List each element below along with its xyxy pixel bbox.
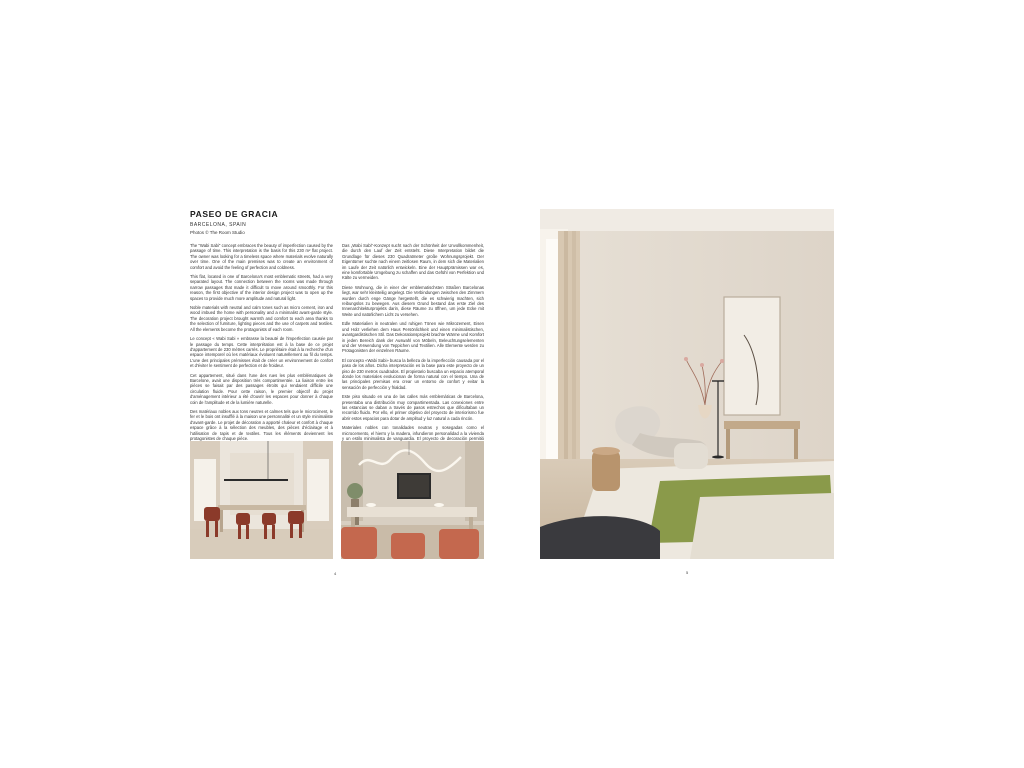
article-title: PASEO DE GRACIA bbox=[190, 209, 279, 219]
paragraph-de-1: Das „Wabi Sabi"-Konzept sucht nach der Schönheit der Unvollkommenheit, die durch den Lauf der Zeit entsteht. Diese Interpretation bildet die Grundlage für dieses 230 Quadratmeter große Wohnungsprojekt. Der Eigentümer suchte nach einem zeitlosen Raum, in dem sich die Materialien im Laufe der Zeit natürlich entwickeln. Eine der Hauptprämissen war es, eine komfortable Umgebung zu schaffen und das Gefühl von Perfektion und Kälte zu vermeiden. bbox=[342, 243, 484, 281]
page-number-left: 4 bbox=[334, 571, 337, 576]
left-page bbox=[186, 205, 486, 585]
dining-room-illustration-1 bbox=[190, 441, 333, 559]
paragraph-es-1: El concepto «Wabi Sabi» busca la belleza de la imperfección causada por el paso de los años. Dicha interpretación es la base para este proyecto de un piso de 230 metros cuadrados. El propietario buscaba un espacio atemporal donde los materiales evolucionan de forma natural con el tiempo. Una de las principales premisas era crear un entorno de confort y evitar la sensación de perfección y frialdad. bbox=[342, 357, 484, 390]
paragraph-en-2: This flat, located in one of Barcelona's most emblematic streets, had a very separated layout. The connection between the rooms was made through narrow passages that made it difficult to move around smoothly. For this reason, the first objective of the interior design project was to open up the spaces to provide much more amplitude and natural light. bbox=[190, 274, 333, 301]
living-room-photo bbox=[540, 209, 834, 559]
paragraph-es-2: Este piso situado en una de las calles más emblemáticas de Barcelona, presentaba una distribución muy compartimentada. Las conexiones entre las estancias se daban a través de pasos estrechos que dificultaban un recorrido fluido. Por ello, el primer objetivo del proyecto de interiorismo fue abrir estos espacios para dotar de amplitud y luz natural a cada rincón. bbox=[342, 394, 484, 421]
page-number-right: 5 bbox=[686, 570, 689, 575]
dining-room-illustration-2 bbox=[341, 441, 484, 559]
paragraph-es-3: Materiales nobles con tonalidades neutras y sosegadas como el microcemento, el hierro y la madera, infundieron personalidad a la vivienda y un estilo minimalista de vanguardia. El proyecto de decoración permitió bbox=[342, 425, 484, 441]
paragraph-en-3: Noble materials with neutral and calm tones such as micro cement, iron and wood imbued the home with personality and a minimalist avant-garde style. The decoration project brought warmth and comfort to each area thanks to the selection of furniture, lighting pieces and the use of carpets and textiles. All the elements become the protagonists of each room. bbox=[190, 305, 333, 332]
article-location: BARCELONA, SPAIN bbox=[190, 222, 247, 228]
dining-room-photo-2 bbox=[341, 441, 484, 559]
paragraph-fr-1: Le concept « Wabi Sabi » embrasse la beauté de l'imperfection causée par le passage du temps. Cette interprétation est à la base de ce projet d'appartement de 230 mètres carrés. Le propriétaire était à la recherche d'un espace intemporel où les matériaux évoluent naturellement au fil du temps. L'une des principales prémisses était de créer un environnement de confort et d'éviter le sentiment de perfection et de froideur. bbox=[190, 336, 333, 369]
paragraph-de-2: Diese Wohnung, die in einer der emblematischsten Straßen Barcelonas liegt, war sehr kleinteilig angelegt. Die Verbindungen zwischen den Zimmern wurden durch enge Gänge hergestellt, die es schwierig machten, sich reibungslos zu bewegen. Aus diesem Grund bestand das erste Ziel des Innenarchitekturprojekts darin, diese Räume zu öffnen, um jede Ecke mit Weite und natürlichem Licht zu versehen. bbox=[342, 284, 484, 317]
photo-credit: Photos © The Room Studio bbox=[190, 230, 245, 235]
paragraph-de-3: Edle Materialien in neutralen und ruhigen Tönen wie Mikrozement, Eisen und Holz verliehen dem Haus Persönlichkeit und einen minimalistischen, avantgardistischen Stil. Das Dekorationsprojekt brachte Wärme und Komfort in jeden Bereich dank der Auswahl von Möbeln, Beleuchtungselementen und der Verwendung von Teppichen und Textilien. Alle Elemente werden zu Protagonisten der einzelnen Räume. bbox=[342, 321, 484, 354]
paragraph-fr-3: Des matériaux nobles aux tons neutres et calmes tels que le microciment, le fer et le bois ont insufflé à la maison une personnalité et un style minimaliste d'avant-garde. Le projet de décoration a apporté chaleur et confort à chaque espace grâce à la sélection des meubles, des pièces d'éclairage et à l'utilisation de tapis et de textiles. Tous les éléments deviennent les protagonistes de chaque pièce. bbox=[190, 408, 333, 441]
paragraph-en-1: The "Wabi Sabi" concept embraces the beauty of imperfection caused by the passage of time. This interpretation is the basis for this 230 m² flat project. The owner was looking for a timeless space where materials evolve naturally over time. One of the main premises was to create an environment of comfort and avoid the feeling of perfection and coldness. bbox=[190, 243, 333, 270]
text-column-en-fr bbox=[190, 243, 333, 441]
text-column-de-es bbox=[342, 243, 484, 441]
living-room-illustration bbox=[540, 209, 834, 559]
paragraph-fr-2: Cet appartement, situé dans l'une des rues les plus emblématiques de Barcelone, avait une disposition très compartimentée. La liaison entre les pièces se faisait par des passages étroits qui rendaient difficile une circulation fluide. Pour cette raison, le premier objectif du projet d'aménagement intérieur a été d'ouvrir les espaces pour donner à chaque coin de l'amplitude et de la lumière naturelle. bbox=[190, 372, 333, 405]
dining-room-photo-1 bbox=[190, 441, 333, 559]
